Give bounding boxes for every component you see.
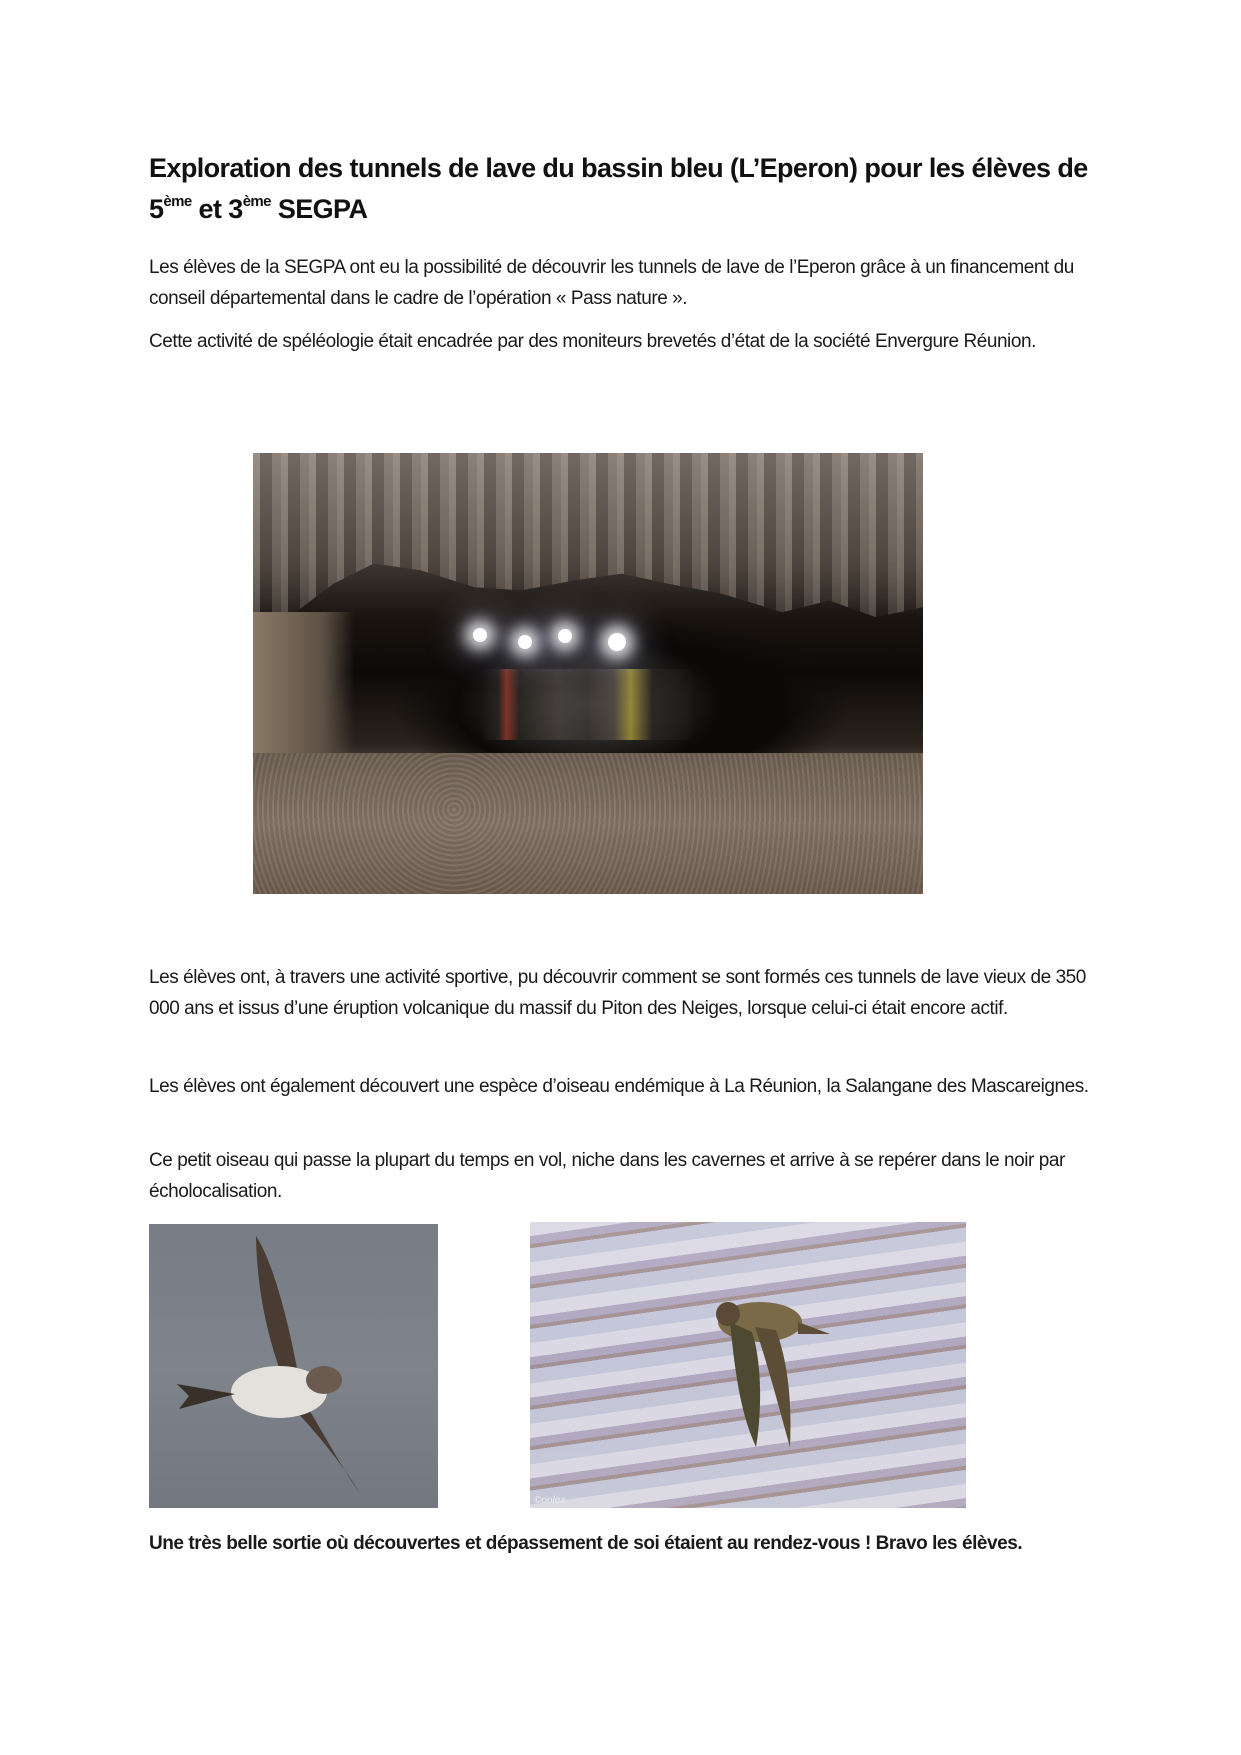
title-superscript: ème bbox=[163, 193, 192, 210]
title-text: et 3 bbox=[191, 194, 243, 224]
paragraph-intro: Les élèves de la SEGPA ont eu la possibilité de découvrir les tunnels de lave de l’Eperon grâce à un financement du conseil départemental dans le cadre de l’opération « Pass nature ». bbox=[149, 257, 1074, 309]
swiftlet-photo-right bbox=[530, 1222, 966, 1508]
document-title bbox=[149, 148, 1099, 230]
title-text: SEGPA bbox=[270, 194, 368, 224]
swiftlet-illustration bbox=[530, 1222, 966, 1508]
paragraph-formation: Les élèves ont, à travers une activité sportive, pu découvrir comment se sont formés ces tunnels de lave vieux de 350 000 ans et issus d’une éruption volcanique du massif du Piton des Neiges, lorsque celui-ci était encore actif. bbox=[149, 967, 1086, 1019]
title-text: Exploration des tunnels de lave du bassin bleu (L’Eperon) pour les élèves de 5 bbox=[149, 153, 1088, 224]
paragraph-supervision: Cette activité de spéléologie était encadrée par des moniteurs brevetés d’état de la société Envergure Réunion. bbox=[149, 331, 1036, 352]
headlamp-light bbox=[558, 629, 572, 643]
cave-ceiling bbox=[253, 453, 923, 621]
headlamp-light bbox=[473, 628, 487, 642]
swiftlet-illustration bbox=[149, 1224, 438, 1508]
explorers-group bbox=[481, 669, 695, 740]
paragraph-echolocation: Ce petit oiseau qui passe la plupart du temps en vol, niche dans les cavernes et arrive à se repérer dans le noir par écholocalisation. bbox=[149, 1150, 1065, 1202]
cave-floor bbox=[253, 753, 923, 894]
swiftlet-photo-left bbox=[149, 1224, 438, 1508]
paragraph-bird-species: Les élèves ont également découvert une espèce d’oiseau endémique à La Réunion, la Salangane des Mascareignes. bbox=[149, 1076, 1089, 1097]
closing-statement: Une très belle sortie où découvertes et dépassement de soi étaient au rendez-vous ! Bravo les élèves. bbox=[149, 1533, 1023, 1554]
photo-watermark: ©oolex bbox=[534, 1495, 566, 1506]
headlamp-light bbox=[518, 635, 532, 649]
headlamp-light bbox=[608, 633, 626, 651]
cave-photo bbox=[253, 453, 923, 894]
title-superscript: ème bbox=[242, 193, 271, 210]
